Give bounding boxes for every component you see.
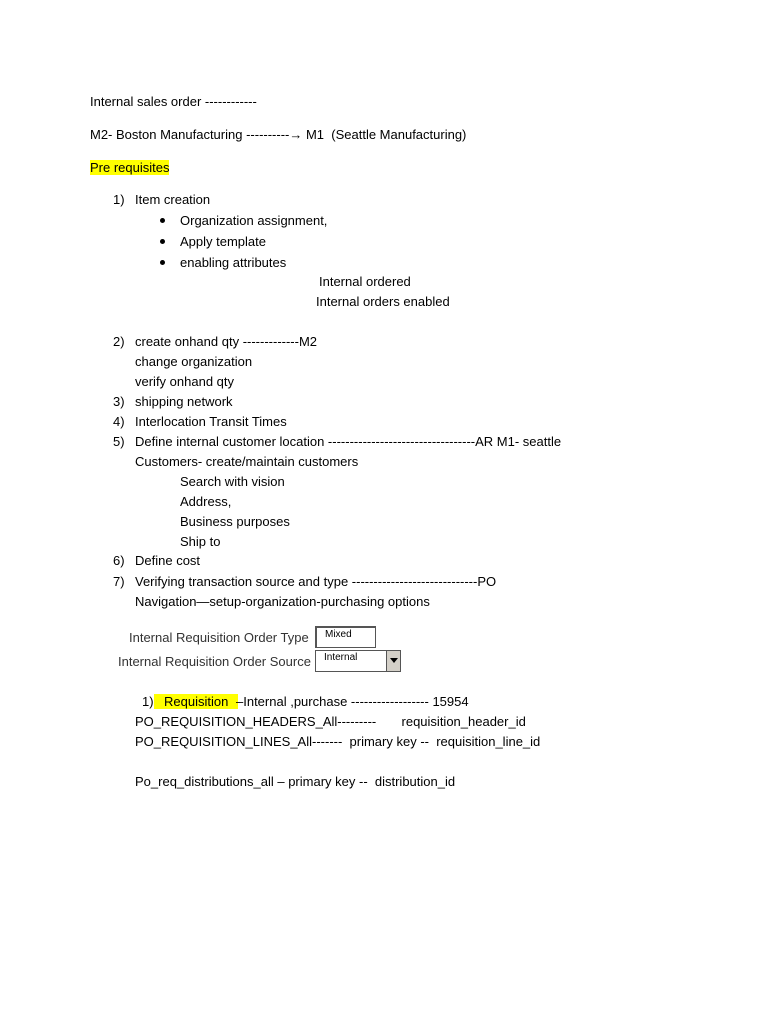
requisition-detail: –Internal ,purchase ------------------ 15954 [236, 694, 469, 709]
step-2-sub-1: change organization [135, 354, 253, 369]
bullet-item-3: enabling attributes [180, 255, 287, 270]
req-lines-line: PO_REQUISITION_LINES_All------- primary key -- requisition_line_id [135, 734, 541, 749]
step-5-text: Define internal customer location ----------------------------------AR M1- seattle [135, 434, 562, 449]
step-3-number: 3) [113, 394, 125, 409]
order-type-label: Internal Requisition Order Type [129, 630, 309, 645]
order-source-value: Internal [324, 652, 358, 663]
step-2-number: 2) [113, 334, 125, 349]
step-7-text: Verifying transaction source and type -----------------------------PO [135, 574, 497, 589]
step-1-number: 1) [113, 192, 125, 207]
step-4-number: 4) [113, 414, 125, 429]
document-title-line: Internal sales order ------------ [90, 94, 257, 109]
step-4-text: Interlocation Transit Times [135, 414, 287, 429]
step-5-item-2: Address, [180, 494, 232, 509]
step-1-text: Item creation [135, 192, 211, 207]
step-5-item-1: Search with vision [180, 474, 285, 489]
bullet-icon [160, 218, 165, 223]
transfer-line: M2- Boston Manufacturing ----------→ M1 (Seattle Manufacturing) [90, 127, 467, 142]
order-source-select[interactable] [315, 650, 401, 672]
req-headers-line: PO_REQUISITION_HEADERS_All--------- requisition_header_id [135, 714, 526, 729]
bullet-icon [160, 260, 165, 265]
order-type-field[interactable]: Mixed [315, 626, 376, 648]
step-7-number: 7) [113, 574, 125, 589]
step-5-sub: Customers- create/maintain customers [135, 454, 359, 469]
step-7-sub: Navigation—setup-organization-purchasing options [135, 594, 430, 609]
bullet-icon [160, 239, 165, 244]
attribute-internal-ordered: Internal ordered [319, 274, 411, 289]
attribute-internal-orders-enabled: Internal orders enabled [316, 294, 450, 309]
requisition-number: 1) [142, 694, 154, 709]
requisition-highlight: Requisition [154, 694, 238, 709]
prereq-heading-highlight: Pre requisites [90, 160, 170, 175]
chevron-down-icon[interactable] [386, 651, 400, 671]
order-source-label: Internal Requisition Order Source [118, 654, 311, 669]
req-distributions-line: Po_req_distributions_all – primary key -- distribution_id [135, 774, 456, 789]
step-6-number: 6) [113, 553, 125, 568]
step-3-text: shipping network [135, 394, 233, 409]
step-2-sub-2: verify onhand qty [135, 374, 235, 389]
bullet-item-2: Apply template [180, 234, 266, 249]
bullet-item-1: Organization assignment, [180, 213, 328, 228]
step-5-item-3: Business purposes [180, 514, 290, 529]
prereq-heading [90, 160, 169, 176]
step-5-item-4: Ship to [180, 534, 221, 549]
step-6-text: Define cost [135, 553, 201, 568]
step-5-number: 5) [113, 434, 125, 449]
step-2-text: create onhand qty -------------M2 [135, 334, 318, 349]
requisition-label [154, 694, 238, 710]
